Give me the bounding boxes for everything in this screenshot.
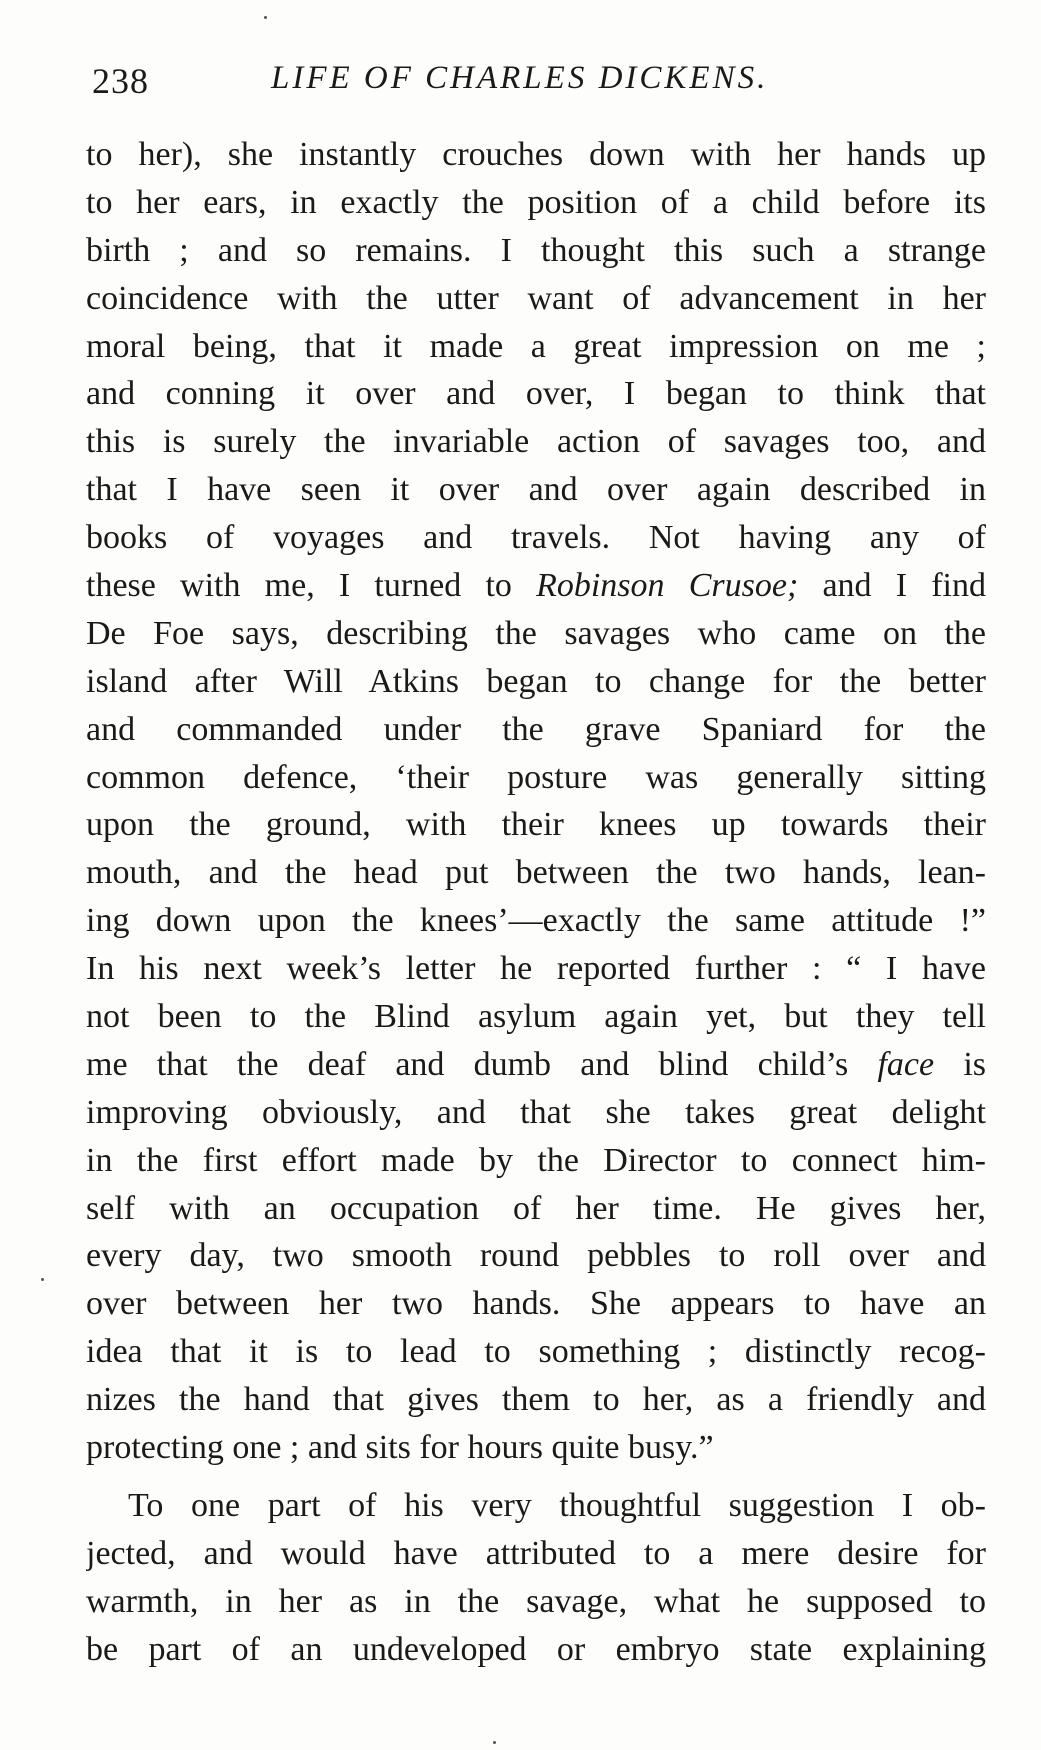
text-line: self with an occupation of her time. He gives her,: [86, 1189, 986, 1227]
text-line: every day, two smooth round pebbles to roll over and: [86, 1237, 986, 1275]
running-head: LIFE OF CHARLES DICKENS.: [271, 60, 769, 96]
text-line: island after Will Atkins began to change for the better: [86, 662, 986, 700]
line-text: is: [934, 1045, 986, 1083]
paragraph-end-line: protecting one ; and sits for hours quite busy.”: [86, 1429, 714, 1467]
page-header: [86, 56, 986, 106]
text-line: books of voyages and travels. Not having any of: [86, 519, 986, 557]
text-line: nizes the hand that gives them to her, as a friendly and: [86, 1381, 986, 1419]
text-line: upon the ground, with their knees up towards their: [86, 806, 986, 844]
text-line: moral being, that it made a great impression on me ;: [86, 327, 986, 365]
body-text: [86, 131, 986, 1674]
print-speck: [264, 16, 267, 19]
book-title: Robinson Crusoe;: [536, 567, 799, 605]
text-line: to her), she instantly crouches down with her hands up: [86, 136, 986, 173]
text-line: not been to the Blind asylum again yet, but they tell: [86, 998, 986, 1036]
text-line: De Foe says, describing the savages who came on the: [86, 614, 986, 652]
text-line: birth ; and so remains. I thought this such a strange: [86, 231, 986, 269]
text-line: to her ears, in exactly the position of a child before its: [86, 183, 986, 221]
text-line: over between her two hands. She appears to have an: [86, 1285, 986, 1323]
text-line: and conning it over and over, I began to think that: [86, 375, 986, 413]
text-line: improving obviously, and that she takes great delight: [86, 1093, 986, 1131]
text-line: common defence, ‘their posture was generally sitting: [86, 758, 986, 796]
page-number: 238: [92, 61, 149, 101]
text-line-with-title: [86, 562, 986, 610]
line-text: and I find: [798, 567, 986, 605]
text-line-with-emphasis: [86, 1041, 986, 1089]
text-line: warmth, in her as in the savage, what he supposed to: [86, 1582, 986, 1620]
text-line: ing down upon the knees’—exactly the same attitude !”: [86, 902, 986, 940]
text-line: mouth, and the head put between the two hands, lean-: [86, 854, 986, 892]
text-line: that I have seen it over and over again described in: [86, 471, 986, 509]
text-line: and commanded under the grave Spaniard for the: [86, 710, 986, 748]
paragraph-start-line: To one part of his very thoughtful suggestion I ob-: [128, 1486, 986, 1524]
emphasized-word: face: [877, 1045, 935, 1083]
text-line: jected, and would have attributed to a mere desire for: [86, 1534, 986, 1572]
text-line: be part of an undeveloped or embryo state explaining: [86, 1630, 986, 1668]
line-text: these with me, I turned to: [86, 567, 512, 605]
line-text: me that the deaf and dumb and blind child’s: [86, 1045, 849, 1083]
text-line: coincidence with the utter want of advancement in her: [86, 279, 986, 317]
print-speck: [41, 1278, 44, 1281]
text-line: idea that it is to lead to something ; distinctly recog-: [86, 1333, 986, 1371]
print-speck: [493, 1741, 496, 1744]
text-line: this is surely the invariable action of savages too, and: [86, 423, 986, 461]
text-line: in the first effort made by the Director to connect him-: [86, 1141, 986, 1179]
text-line: In his next week’s letter he reported further : “ I have: [86, 950, 986, 988]
